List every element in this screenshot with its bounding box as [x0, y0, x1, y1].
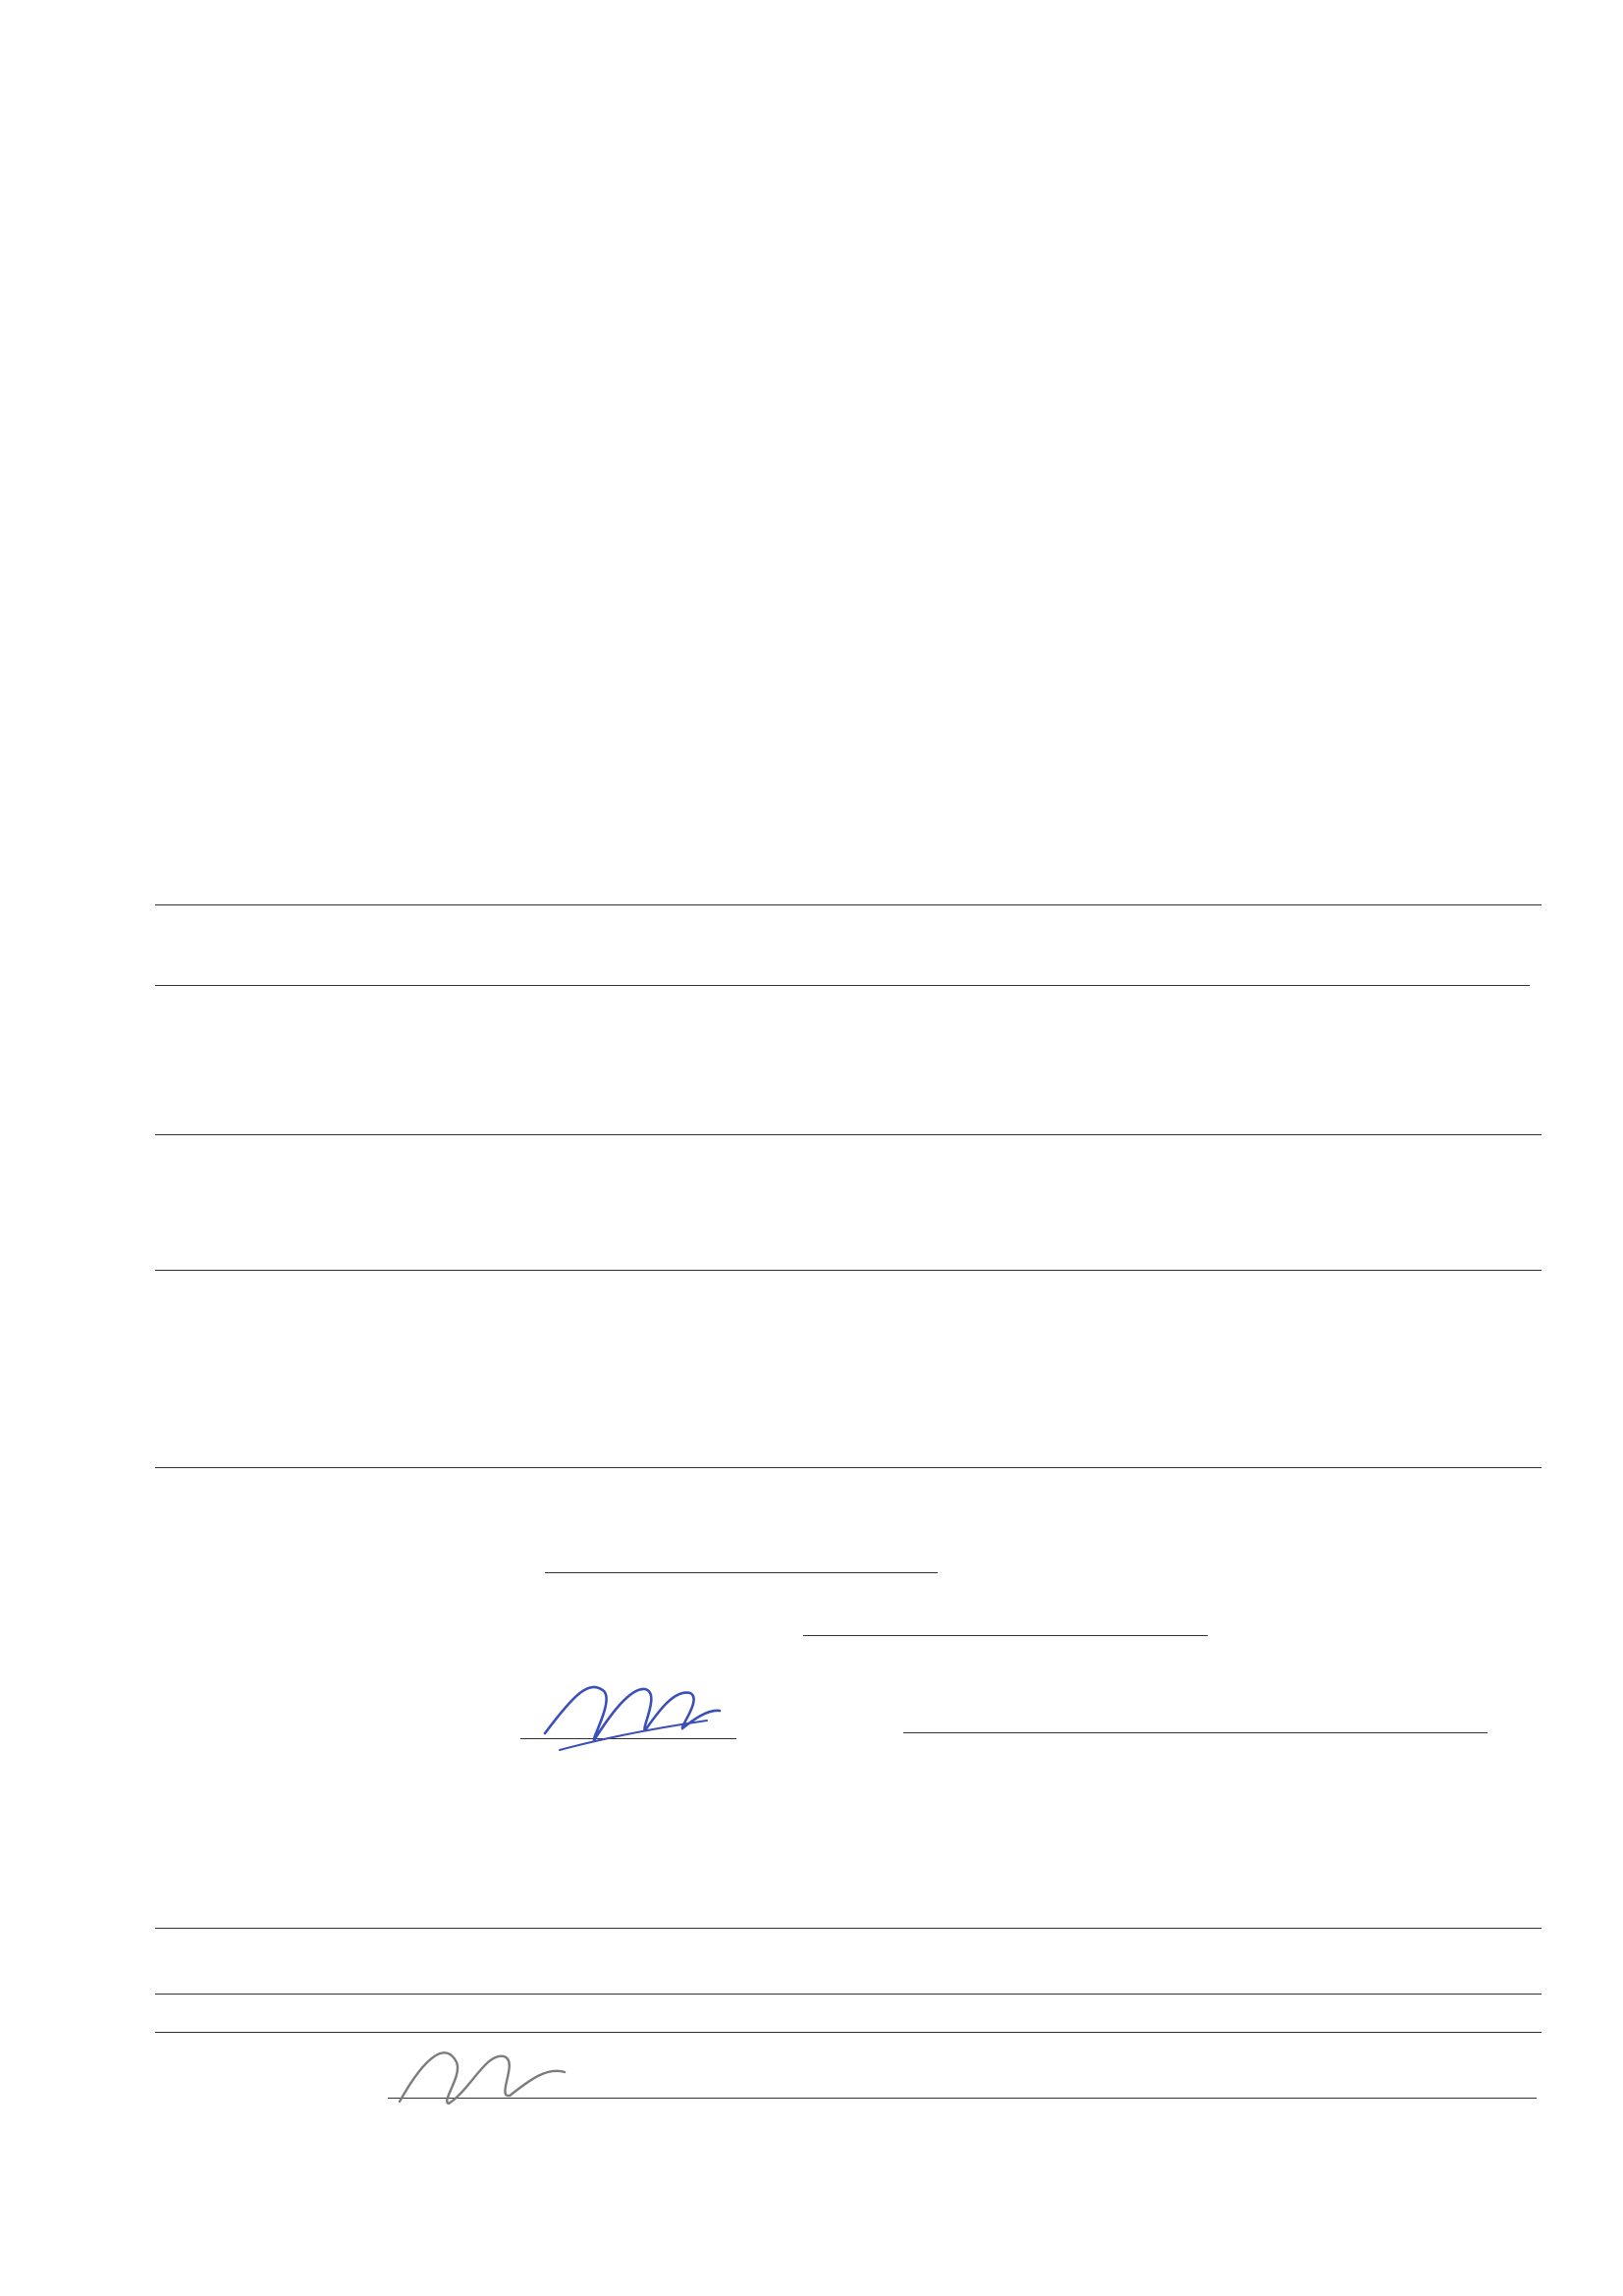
handwritten-signature [535, 1660, 731, 1768]
head-signature [388, 2033, 574, 2126]
conformity-underline [155, 1270, 1542, 1271]
signer-underline [903, 1732, 1488, 1733]
valid-underline [803, 1635, 1208, 1636]
stamp2-inner-ring [153, 1931, 357, 2135]
date-underline [545, 1572, 938, 1573]
stamp-mid-ring [256, 1572, 519, 1835]
product-underline [155, 904, 1542, 905]
stamp-outer-ring [249, 1565, 526, 1842]
basis-underline [155, 1467, 1542, 1468]
manufacturer-underline [155, 1134, 1542, 1135]
company-stamp [241, 1557, 535, 1851]
stamp2-core-ring [194, 1972, 316, 2094]
certification-body-stamp [108, 1886, 403, 2180]
serial-underline [155, 985, 1530, 986]
stamp2-outer-ring [120, 1897, 391, 2168]
stamp-inner-ring [290, 1606, 486, 1802]
